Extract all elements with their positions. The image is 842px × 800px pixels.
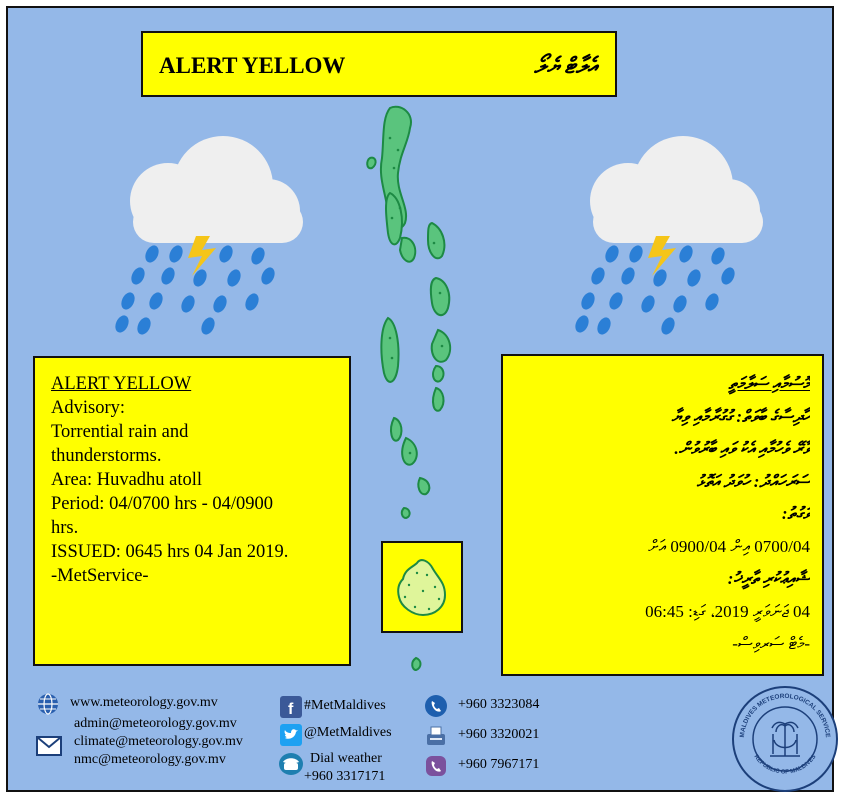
advisory-label: Advisory: [51,398,125,418]
title-banner [141,31,617,97]
meteorological-service-seal [730,684,840,794]
metservice-sign: -MetService- [51,566,149,586]
alert-details-dhivehi [501,354,824,676]
rain-cloud-icon-right [568,136,768,336]
period-text-cont: hrs. [51,518,79,538]
dv-line-7: 04 ޖަނަވަރީ 2019، ގަޑި: 06:45 [645,601,810,621]
dv-line-8: -މެޓް ސަރވިސް- [732,634,810,653]
contact-footer [22,688,832,792]
email-climate-link[interactable]: climate@meteorology.gov.mv [74,734,243,749]
seal-text-bottom: REPUBLIC OF MALDIVES [752,753,818,776]
issued-text: ISSUED: 0645 hrs 04 Jan 2019. [51,542,289,562]
area-text: Area: Huvadhu atoll [51,470,203,490]
title-english: ALERT YELLOW [159,53,346,78]
viber-number[interactable]: +960 7967171 [458,757,540,772]
period-text: Period: 04/0700 hrs - 04/0900 [51,494,273,514]
twitter-link[interactable]: @MetMaldives [304,725,392,740]
dial-weather-label: Dial weather [310,751,382,766]
email-admin-link[interactable]: admin@meteorology.gov.mv [74,716,237,731]
email-nmc-link[interactable]: nmc@meteorology.gov.mv [74,752,226,767]
rain-cloud-icon-left [108,136,308,336]
facebook-icon [280,696,302,718]
alert-poster [6,6,834,792]
dv-line-3: ސަރަހައްދު: ހުވަދު އަތޮޅު [696,471,810,491]
alert-details-english [33,356,351,666]
huvadhu-atoll-map [383,543,461,631]
phone-icon [424,694,448,718]
dv-line-2: ވާރޭ ވެހުމާއި އެކު ވައި ބާރުވުން. [674,439,810,458]
telephone-icon [278,752,304,776]
globe-icon [36,692,60,716]
title-dhivehi: އެލާޓް ޔެލޯ [534,53,597,78]
fax-icon [424,724,448,748]
dial-weather-number[interactable]: +960 3317171 [304,769,386,784]
dv-line-6: ޝާއިޢުކުރި ތާރީޚު: [727,569,810,588]
dv-line-1: ހާދިސާގެ ބާވަތް: ގުގުރާމާއި ވިޔާ [671,406,810,426]
twitter-icon [280,724,302,746]
fax-number[interactable]: +960 3320021 [458,727,540,742]
alert-heading: ALERT YELLOW [51,374,192,394]
email-icon [36,736,62,756]
phone-number[interactable]: +960 3323084 [458,697,540,712]
dv-heading: މޫސުމާއި ސަލާމަތީ [728,374,810,393]
seal-text-top: MALDIVES METEOROLOGICAL SERVICE [738,692,832,738]
viber-icon [424,754,448,778]
dv-line-4: ވަގުތު: [781,504,810,523]
facebook-link[interactable]: #MetMaldives [304,698,386,713]
website-link[interactable]: www.meteorology.gov.mv [70,695,218,710]
huvadhu-atoll-inset [381,541,463,633]
advisory-text-1: Torrential rain and [51,422,189,442]
dv-line-5: 0700/04 އިން 0900/04 އަށް [648,536,810,556]
advisory-text-2: thunderstorms. [51,446,162,466]
svg-text:f: f [288,701,294,718]
